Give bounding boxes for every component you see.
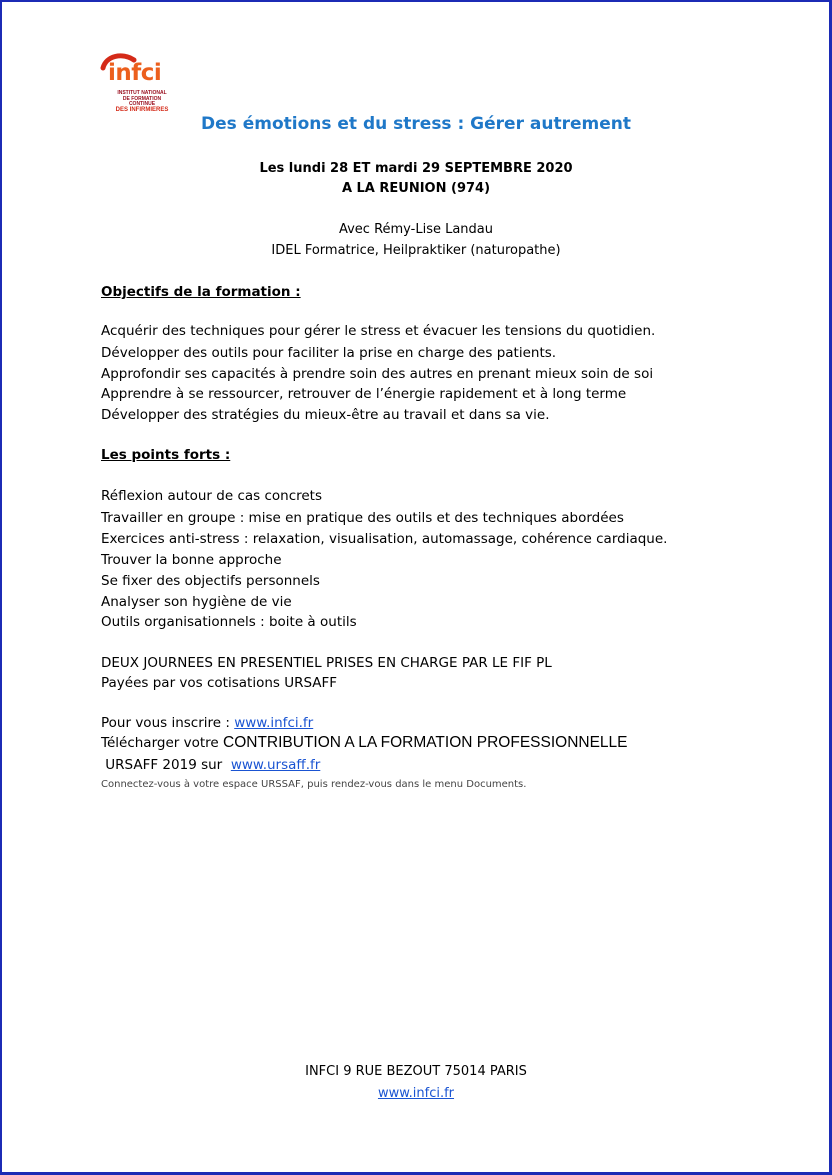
logo-tagline bbox=[112, 91, 172, 113]
strength-item: Outils organisationnels : boite à outils bbox=[101, 614, 357, 630]
urssaf-note: Connectez-vous à votre espace URSSAF, puis rendez-vous dans le menu Documents. bbox=[101, 779, 527, 790]
objective-item: Développer des stratégies du mieux-être au travail et dans sa vie. bbox=[101, 407, 550, 423]
strength-item: Travailler en groupe : mise en pratique des outils et des techniques abordées bbox=[101, 510, 624, 526]
strength-item: Réflexion autour de cas concrets bbox=[101, 488, 323, 504]
download-line bbox=[101, 734, 628, 752]
logo-tagline-3: DES INFIRMIERES bbox=[115, 106, 169, 113]
infci-link[interactable]: www.infci.fr bbox=[234, 715, 314, 731]
dates-line-1: Les lundi 28 ET mardi 29 SEPTEMBRE 2020 bbox=[259, 161, 573, 176]
trainer-line-1: Avec Rémy-Lise Landau bbox=[338, 222, 494, 237]
strengths-heading: Les points forts : bbox=[101, 447, 231, 463]
ursaff-prefix: URSAFF 2019 sur bbox=[101, 757, 231, 773]
funding-line-1: DEUX JOURNEES EN PRESENTIEL PRISES EN CHARGE PAR LE FIF PL bbox=[101, 655, 552, 671]
logo-tagline-2: DE FORMATION CONTINUE bbox=[122, 95, 162, 107]
logo-brand: infci bbox=[108, 60, 162, 86]
register-line bbox=[101, 715, 313, 731]
funding-line-2: Payées par vos cotisations URSAFF bbox=[101, 675, 338, 691]
footer-link[interactable]: www.infci.fr bbox=[377, 1086, 455, 1101]
objective-item: Apprendre à se ressourcer, retrouver de l’énergie rapidement et à long terme bbox=[101, 386, 627, 402]
footer-link-wrap bbox=[0, 1086, 832, 1101]
objectives-heading: Objectifs de la formation : bbox=[101, 284, 301, 300]
strength-item: Trouver la bonne approche bbox=[101, 552, 282, 568]
download-caps: CONTRIBUTION A LA FORMATION PROFESSIONNELLE bbox=[223, 734, 628, 751]
footer-address: INFCI 9 RUE BEZOUT 75014 PARIS bbox=[305, 1064, 527, 1079]
strength-item: Exercices anti-stress : relaxation, visualisation, automassage, cohérence cardiaque. bbox=[101, 531, 668, 547]
infci-logo bbox=[100, 50, 180, 112]
strength-item: Se fixer des objectifs personnels bbox=[101, 573, 320, 589]
download-prefix: Télécharger votre bbox=[101, 735, 223, 751]
trainer-line-2: IDEL Formatrice, Heilpraktiker (naturopathe) bbox=[271, 243, 561, 258]
logo-tagline-1: INSTITUT NATIONAL bbox=[117, 90, 167, 96]
ursaff-line bbox=[101, 757, 320, 773]
objective-item: Acquérir des techniques pour gérer le stress et évacuer les tensions du quotidien. bbox=[101, 323, 656, 339]
ursaff-link[interactable]: www.ursaff.fr bbox=[230, 757, 321, 773]
strength-item: Analyser son hygiène de vie bbox=[101, 594, 292, 610]
page-title: Des émotions et du stress : Gérer autrement bbox=[201, 114, 631, 134]
objective-item: Approfondir ses capacités à prendre soin des autres en prenant mieux soin de soi bbox=[101, 366, 654, 382]
register-prefix: Pour vous inscrire : bbox=[101, 715, 235, 731]
objective-item: Développer des outils pour faciliter la prise en charge des patients. bbox=[101, 345, 557, 361]
dates-line-2: A LA REUNION (974) bbox=[341, 181, 491, 196]
